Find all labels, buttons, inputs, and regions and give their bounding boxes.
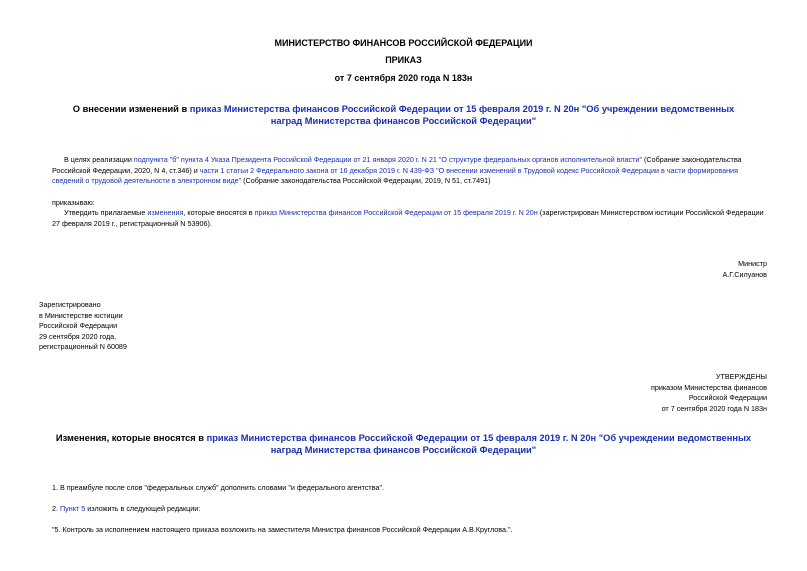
approve-text-1: Утвердить прилагаемые xyxy=(64,208,148,217)
preamble-link-federal-law[interactable]: части 1 статьи 2 Федерального закона от 16 декабря 2019 г. N 439-ФЗ "О внесении изменений в Трудовой кодекс Российской Федерации в части формирования сведений о трудовой деятельности в электронном виде" xyxy=(52,165,738,185)
signature-block xyxy=(600,259,767,280)
preamble-link-decree[interactable]: подпункта "б" пункта 4 Указа Президента Российской Федерации от 21 января 2020 г. N 21 "О структуре федеральных органов исполнительной власти" xyxy=(133,155,642,164)
order-word: приказываю: xyxy=(52,198,95,207)
approved-block xyxy=(560,372,767,414)
signature-name: А.Г.Силуанов xyxy=(722,269,767,279)
approve-paragraph xyxy=(52,208,768,229)
registration-line-1: Зарегистрировано xyxy=(39,300,101,309)
item-2 xyxy=(52,504,768,515)
changes-title-prefix: Изменения, которые вносятся в xyxy=(55,433,207,443)
order-title-prefix: О внесении изменений в xyxy=(72,104,190,114)
item-2-link[interactable]: Пункт 5 xyxy=(60,504,86,513)
doc-type-heading: ПРИКАЗ xyxy=(385,55,422,65)
item-3: "5. Контроль за исполнением настоящего приказа возложить на заместителя Министра финансов Российской Федерации А.В.Круглова.". xyxy=(52,525,513,534)
changes-title xyxy=(50,432,757,456)
approve-link-order[interactable]: приказ Министерства финансов Российской Федерации от 15 февраля 2019 г. N 20н xyxy=(254,208,538,217)
registration-block xyxy=(39,300,239,353)
preamble-paragraph xyxy=(52,155,768,187)
ministry-heading: МИНИСТЕРСТВО ФИНАНСОВ РОССИЙСКОЙ ФЕДЕРАЦИИ xyxy=(274,38,533,48)
item-2-prefix: 2. xyxy=(52,504,60,513)
approved-line-1: УТВЕРЖДЕНЫ xyxy=(715,372,767,381)
doc-date-number: от 7 сентября 2020 года N 183н xyxy=(334,73,473,83)
order-title xyxy=(70,103,737,127)
approve-link-changes[interactable]: изменения xyxy=(147,208,184,217)
signature-position: Министр xyxy=(738,259,767,268)
order-title-link[interactable]: приказ Министерства финансов Российской Федерации от 15 февраля 2019 г. N 20н "Об учреждении ведомственных наград Министерства финансов Российской Федерации" xyxy=(189,104,735,126)
approve-text-3: (зарегистрирован Министерством юстиции Российской Федерации 27 февраля 2019 г., регистрационный N 53906). xyxy=(52,208,764,228)
registration-line-2: в Министерстве юстиции xyxy=(39,310,123,320)
item-1: 1. В преамбуле после слов "федеральных служб" дополнить словами "и федерального агентства". xyxy=(52,483,384,492)
item-2-suffix: изложить в следующей редакции: xyxy=(85,504,201,513)
preamble-text-3: (Собрание законодательства Российской Федерации, 2019, N 51, ст.7491) xyxy=(241,176,491,185)
registration-line-3: Российской Федерации xyxy=(39,321,118,330)
registration-line-5: регистрационный N 60089 xyxy=(39,342,127,351)
preamble-text-2: (Собрание законодательства Российской Федерации, 2020, N 4, ст.346) и xyxy=(52,155,742,175)
approved-line-3: Российской Федерации xyxy=(688,393,767,402)
changes-title-link[interactable]: приказ Министерства финансов Российской Федерации от 15 февраля 2019 г. N 20н "Об учреждении ведомственных наград Министерства финансов Российской Федерации" xyxy=(206,433,752,455)
approved-line-2: приказом Министерства финансов xyxy=(650,382,767,392)
approve-text-2: , которые вносятся в xyxy=(183,208,255,217)
approved-line-4: от 7 сентября 2020 года N 183н xyxy=(661,403,767,413)
registration-line-4: 29 сентября 2020 года, xyxy=(39,331,117,341)
preamble-text-1: В целях реализации xyxy=(64,155,134,164)
